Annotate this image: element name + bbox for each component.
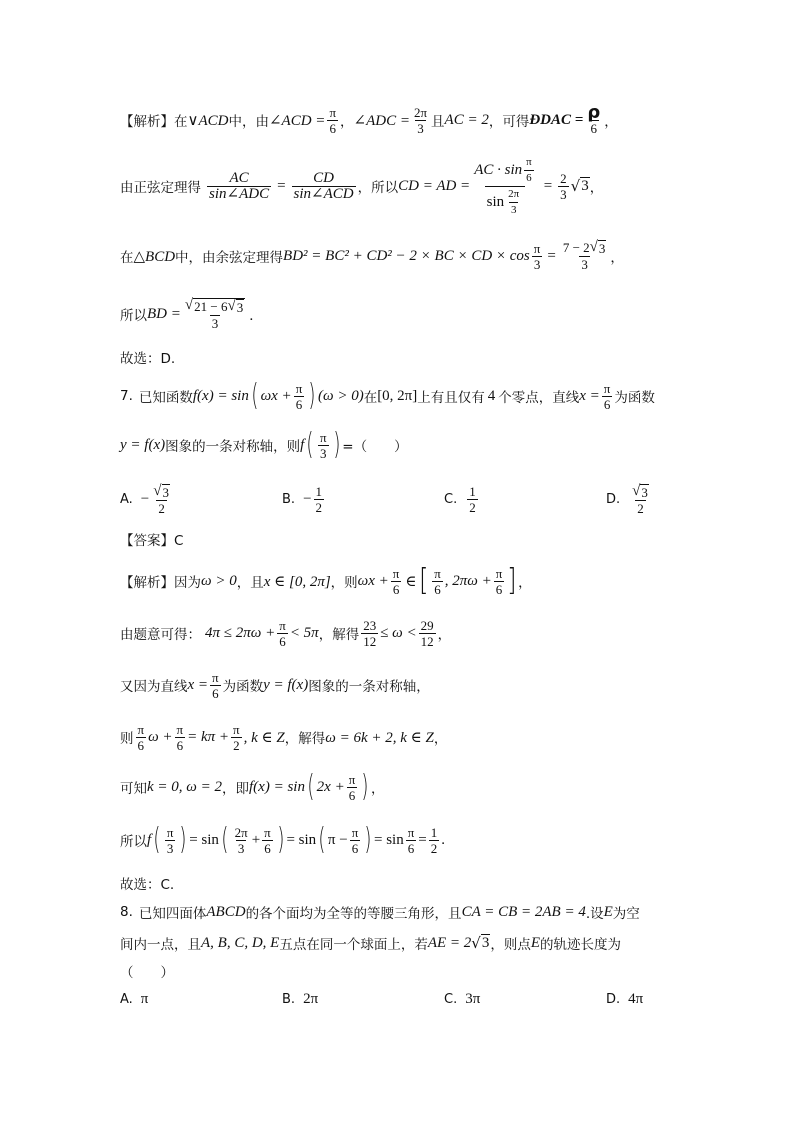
q7-option-b[interactable] bbox=[282, 478, 326, 520]
fraction: $\frac{1}{2}$ bbox=[430, 824, 438, 856]
fraction: $\frac{\pi}{6}$ bbox=[434, 565, 441, 597]
fraction: AC · sin $\frac{\pi}{6}$ sin $\frac{2\pi}{3}$ bbox=[474, 155, 532, 216]
fraction: $\frac{AC}{\text{sin∠ADC}}$ bbox=[209, 169, 270, 202]
fraction: $\frac{\pi}{6}$ bbox=[264, 824, 271, 856]
fraction: $\frac{\pi}{3}$ bbox=[320, 429, 327, 461]
q6-solution-line-1: 【解析】 在 ∨ACD 中，由 ∠ACD = $\frac{\pi}{6}$ ， ∠ADC = $\frac{2\pi}{3}$ 且 AC = 2 ，可得 ĐDAC = $\frac{\rho}{6}$ ， bbox=[120, 101, 618, 136]
fraction: $\frac{29}{12}$ bbox=[420, 617, 434, 649]
fraction: $\frac{\pi}{6}$ bbox=[348, 771, 356, 803]
option-sign: − bbox=[303, 490, 312, 507]
fraction: √ 3 2 bbox=[153, 482, 169, 516]
q7-option-a[interactable] bbox=[120, 478, 174, 520]
fraction: $\frac{1}{2}$ bbox=[469, 483, 476, 515]
fraction: $\frac{\rho}{6}$ bbox=[587, 101, 601, 136]
option-label: B. bbox=[282, 491, 296, 507]
q7-stem-line-1: 7. 已知函数 f(x) = sin ( ωx + $\frac{\pi}{6}$ ) (ω > 0) 在 [0, 2π] 上有且仅有 4 个零点，直线 x = $\frac{\pi}{6}$ 为函数 bbox=[120, 378, 655, 413]
sqrt: √ 3 bbox=[471, 934, 490, 952]
q7-solution-line-2: 由题意可得： 4π ≤ 2πω + $\frac{\pi}{6}$ < 5π ，解得 $\frac{23}{12}$ ≤ ω < $\frac{29}{12}$ ， bbox=[120, 617, 452, 649]
fraction: $\frac{\pi}{2}$ bbox=[233, 721, 240, 753]
q8-option-b[interactable] bbox=[282, 988, 318, 1010]
fraction: 7 − 2 √ 3 3 bbox=[562, 239, 606, 272]
fraction: $\frac{2\pi}{3}$ bbox=[413, 104, 428, 136]
option-label: B. bbox=[282, 991, 296, 1007]
q7-stem-line-2: y = f(x) 图象的一条对称轴，则 f ( $\frac{\pi}{3}$ ) =（ ） bbox=[120, 427, 408, 462]
solution-tag: 【解析】 bbox=[120, 114, 174, 130]
q8-option-a[interactable] bbox=[120, 988, 148, 1010]
option-label: D. bbox=[606, 491, 621, 507]
q6-solution-line-4: 所以 BD = √ 21 − 6 √ 3 3 ． bbox=[120, 296, 263, 331]
q7-solution-line-5: 可知 k = 0, ω = 2 ，即 f(x) = sin ( 2x + $\frac{\pi}{6}$ ) ， bbox=[120, 769, 385, 804]
option-text: π bbox=[140, 990, 149, 1007]
q7-option-c[interactable] bbox=[444, 478, 480, 520]
q6-solution-line-3: 在 △BCD 中，由余弦定理得 BD² = BC² + CD² − 2 × BC × CD × cos $\frac{\pi}{3}$ = 7 − 2 √ 3 3 ， bbox=[120, 239, 624, 272]
q8-stem-line-1: 8. 已知四面体 ABCD 的各个面均为全等的等腰三角形，且 CA = CB = 2AB = 4 .设 E 为空 bbox=[120, 903, 640, 922]
q8-option-d[interactable] bbox=[606, 988, 643, 1010]
fraction: $\frac{\pi}{6}$ bbox=[495, 565, 503, 597]
fraction: $\frac{\pi}{6}$ bbox=[176, 721, 184, 753]
fraction: √ 3 2 bbox=[632, 482, 648, 516]
q8-blank: （ ） bbox=[120, 965, 174, 981]
q7-solution-line-1: 【解析】 因为 ω > 0 ，且 x ∈ [0, 2π] ，则 ωx + $\frac{\pi}{6}$ ∈ [ $\frac{\pi}{6}$ , 2πω + $\frac{\pi}{6}$ ] ， bbox=[120, 563, 532, 598]
option-label: A. bbox=[120, 491, 133, 507]
sqrt: √ 3 bbox=[570, 177, 589, 195]
fraction: $\frac{\pi}{6}$ bbox=[279, 617, 286, 649]
fraction: $\frac{2\pi}{3}$ bbox=[234, 824, 248, 856]
fraction: √ 21 − 6 √ 3 3 bbox=[184, 296, 244, 331]
q7-answer: 【答案】C bbox=[120, 533, 184, 549]
fraction: $\frac{\pi}{6}$ bbox=[212, 669, 219, 701]
option-label: A. bbox=[120, 991, 133, 1007]
question-number: 7. bbox=[120, 388, 133, 404]
option-text: 3π bbox=[465, 990, 481, 1007]
q8-option-c[interactable] bbox=[444, 988, 480, 1010]
fraction: $\frac{\pi}{6}$ bbox=[329, 104, 337, 136]
fraction: $\frac{1}{2}$ bbox=[315, 483, 323, 515]
question-number: 8. bbox=[120, 904, 133, 920]
option-label: C. bbox=[444, 991, 458, 1007]
q7-solution-line-4: 则 $\frac{\pi}{6}$ ω + $\frac{\pi}{6}$ = kπ + $\frac{\pi}{2}$ , k ∈ Z ，解得 ω = 6k + 2, k ∈ Z ， bbox=[120, 721, 448, 753]
fraction: $\frac{2}{3}$ bbox=[560, 170, 567, 202]
q7-solution-line-3: 又因为直线 x = $\frac{\pi}{6}$ 为函数 y = f(x) 图象的一条对称轴， bbox=[120, 669, 430, 701]
option-text: 4π bbox=[628, 990, 644, 1007]
option-text: 2π bbox=[303, 990, 319, 1007]
option-label: C. bbox=[444, 491, 458, 507]
q6-solution-line-2: 由正弦定理得 $\frac{AC}{\text{sin∠ADC}}$ = $\frac{CD}{\text{sin∠ACD}}$ ，所以 CD = AD = AC · sin $\frac{\pi}{6}$ sin $\frac{2\pi}{3}$ = $\frac{2}{3}$ √ 3 ， bbox=[120, 155, 604, 216]
fraction: $\frac{CD}{\text{sin∠ACD}}$ bbox=[293, 169, 354, 202]
fraction: $\frac{\pi}{6}$ bbox=[137, 721, 145, 753]
q8-stem-line-2: 间内一点，且 A, B, C, D, E 五点在同一个球面上，若 AE = 2 √ 3 ，则点 E 的轨迹长度为 bbox=[120, 934, 622, 953]
fraction: $\frac{\pi}{3}$ bbox=[533, 240, 541, 272]
q7-solution-line-6: 所以 f ( $\frac{\pi}{3}$ ) = sin ( $\frac{2\pi}{3}$ + $\frac{\pi}{6}$ ) = sin ( π − $\frac{\pi}{6}$ ) = sin $\frac{\pi}{6}$ = $\frac{1}{2}$ . bbox=[120, 822, 446, 857]
option-label: D. bbox=[606, 991, 621, 1007]
fraction: $\frac{\pi}{6}$ bbox=[603, 380, 611, 412]
fraction: $\frac{\pi}{6}$ bbox=[407, 824, 415, 856]
fraction: $\frac{\pi}{6}$ bbox=[351, 824, 359, 856]
fraction: $\frac{23}{12}$ bbox=[363, 617, 377, 649]
fraction: $\frac{\pi}{3}$ bbox=[166, 824, 174, 856]
q7-option-d[interactable] bbox=[606, 478, 653, 520]
fraction: $\frac{\pi}{6}$ bbox=[295, 380, 303, 412]
q7-choose: 故选：C. bbox=[120, 877, 175, 893]
fraction: $\frac{\pi}{6}$ bbox=[392, 565, 400, 597]
q6-choose: 故选：D. bbox=[120, 351, 176, 367]
option-sign: − bbox=[140, 490, 150, 507]
